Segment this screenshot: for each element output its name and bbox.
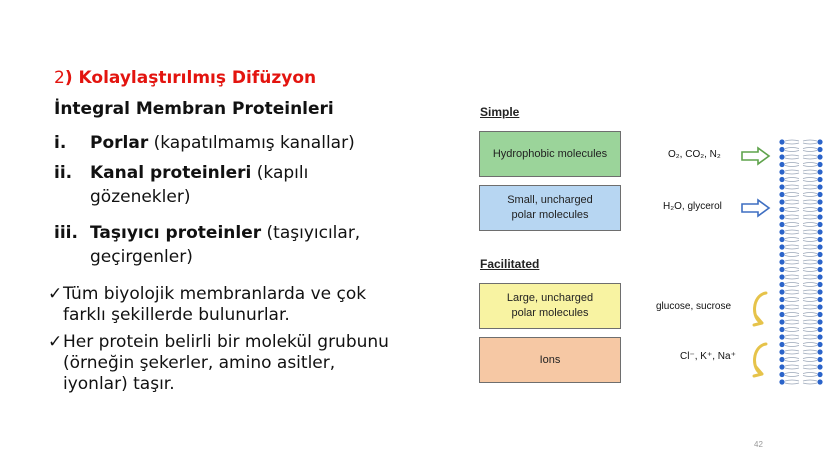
lipid-head bbox=[779, 147, 784, 152]
lipid-head bbox=[817, 372, 822, 377]
lipid-tail bbox=[803, 298, 817, 302]
lipid-tail bbox=[785, 245, 799, 249]
list-item-term: Taşıyıcı proteinler bbox=[90, 223, 262, 243]
lipid-head bbox=[817, 229, 822, 234]
check-bullet bbox=[48, 332, 408, 395]
list-item-description: (kapatılmamış kanallar) bbox=[148, 133, 355, 153]
lipid-head bbox=[817, 184, 822, 189]
lipid-tail bbox=[803, 253, 817, 257]
lipid-tail bbox=[803, 283, 817, 287]
check-bullet bbox=[48, 284, 408, 326]
lipid-tail bbox=[785, 283, 799, 287]
list-item-term: Porlar bbox=[90, 133, 149, 153]
lipid-tail bbox=[785, 290, 799, 294]
molecule-examples: H₂O, glycerol bbox=[663, 201, 722, 212]
lipid-tail bbox=[785, 155, 799, 159]
list-item-description: (kapılı gözenekler) bbox=[90, 163, 309, 207]
lipid-bilayer-membrane bbox=[776, 138, 826, 388]
bullet-text: Her protein belirli bir molekül grubunu (örneğin şekerler, amino asitler, iyonlar) taşır. bbox=[63, 332, 389, 394]
lipid-tail bbox=[803, 268, 817, 272]
lipid-tail bbox=[785, 373, 799, 377]
lipid-tail bbox=[785, 185, 799, 189]
lipid-tail bbox=[803, 328, 817, 332]
lipid-head bbox=[817, 312, 822, 317]
lipid-head bbox=[779, 229, 784, 234]
lipid-head bbox=[779, 334, 784, 339]
molecule-examples: Cl⁻, K⁺, Na⁺ bbox=[680, 351, 736, 362]
lipid-head bbox=[779, 274, 784, 279]
lipid-tail bbox=[785, 193, 799, 197]
lipid-head bbox=[817, 319, 822, 324]
lipid-head bbox=[779, 282, 784, 287]
bullet-text: Tüm biyolojik membranlarda ve çok farklı şekillerde bulunurlar. bbox=[63, 284, 367, 325]
check-mark-icon: ✓ bbox=[48, 332, 63, 352]
list-item bbox=[54, 161, 414, 209]
lipid-tail bbox=[803, 178, 817, 182]
lipid-tail bbox=[785, 140, 799, 144]
lipid-tail bbox=[785, 223, 799, 227]
page-number: 42 bbox=[754, 440, 763, 449]
list-item-description: (taşıyıcılar, geçirgenler) bbox=[90, 223, 361, 267]
molecule-examples: O₂, CO₂, N₂ bbox=[668, 149, 721, 160]
lipid-tail bbox=[785, 335, 799, 339]
lipid-head bbox=[779, 357, 784, 362]
lipid-head bbox=[817, 297, 822, 302]
lipid-head bbox=[817, 289, 822, 294]
list-numeral: ii. bbox=[54, 163, 73, 183]
slide-title bbox=[54, 68, 316, 88]
lipid-tail bbox=[803, 260, 817, 264]
lipid-tail bbox=[785, 358, 799, 362]
title-text: ) Kolaylaştırılmış Difüzyon bbox=[64, 68, 317, 88]
lipid-head bbox=[817, 207, 822, 212]
lipid-head bbox=[779, 304, 784, 309]
lipid-head bbox=[779, 244, 784, 249]
simple-section-label: Simple bbox=[480, 105, 520, 119]
lipid-tail bbox=[803, 170, 817, 174]
lipid-tail bbox=[785, 275, 799, 279]
lipid-head bbox=[779, 177, 784, 182]
lipid-head bbox=[779, 297, 784, 302]
lipid-tail bbox=[803, 215, 817, 219]
lipid-head bbox=[817, 327, 822, 332]
lipid-head bbox=[817, 304, 822, 309]
lipid-tail bbox=[803, 245, 817, 249]
lipid-head bbox=[779, 259, 784, 264]
lipid-head bbox=[817, 334, 822, 339]
lipid-head bbox=[817, 342, 822, 347]
lipid-tail bbox=[785, 305, 799, 309]
lipid-tail bbox=[803, 185, 817, 189]
lipid-tail bbox=[785, 380, 799, 384]
molecule-category-box: Large, uncharged polar molecules bbox=[479, 283, 621, 329]
lipid-tail bbox=[785, 365, 799, 369]
lipid-head bbox=[779, 319, 784, 324]
facilitated-section-label: Facilitated bbox=[480, 257, 540, 271]
lipid-head bbox=[817, 177, 822, 182]
lipid-tail bbox=[803, 140, 817, 144]
lipid-head bbox=[779, 207, 784, 212]
lipid-tail bbox=[785, 215, 799, 219]
straight-arrow-icon bbox=[740, 145, 772, 167]
lipid-head bbox=[779, 252, 784, 257]
molecule-category-box: Ions bbox=[479, 337, 621, 383]
list-numeral: i. bbox=[54, 133, 67, 153]
lipid-head bbox=[779, 139, 784, 144]
lipid-tail bbox=[803, 373, 817, 377]
lipid-tail bbox=[803, 343, 817, 347]
lipid-tail bbox=[803, 208, 817, 212]
lipid-tail bbox=[803, 305, 817, 309]
lipid-tail bbox=[785, 163, 799, 167]
lipid-tail bbox=[803, 290, 817, 294]
lipid-tail bbox=[803, 380, 817, 384]
lipid-head bbox=[817, 364, 822, 369]
curved-arrow-icon bbox=[748, 340, 772, 380]
lipid-head bbox=[817, 169, 822, 174]
lipid-tail bbox=[803, 148, 817, 152]
lipid-head bbox=[817, 139, 822, 144]
molecule-category-box: Hydrophobic molecules bbox=[479, 131, 621, 177]
lipid-head bbox=[779, 364, 784, 369]
lipid-head bbox=[779, 214, 784, 219]
lipid-tail bbox=[803, 335, 817, 339]
lipid-head bbox=[817, 274, 822, 279]
molecule-examples: glucose, sucrose bbox=[656, 301, 732, 312]
lipid-tail bbox=[803, 350, 817, 354]
lipid-tail bbox=[785, 268, 799, 272]
lipid-tail bbox=[803, 155, 817, 159]
lipid-head bbox=[817, 237, 822, 242]
lipid-head bbox=[779, 349, 784, 354]
lipid-tail bbox=[803, 193, 817, 197]
lipid-head bbox=[779, 169, 784, 174]
lipid-tail bbox=[803, 163, 817, 167]
lipid-tail bbox=[803, 230, 817, 234]
lipid-tail bbox=[785, 230, 799, 234]
lipid-head bbox=[817, 192, 822, 197]
lipid-head bbox=[817, 252, 822, 257]
lipid-head bbox=[779, 237, 784, 242]
lipid-head bbox=[779, 222, 784, 227]
lipid-head bbox=[817, 244, 822, 249]
lipid-tail bbox=[803, 320, 817, 324]
curved-arrow-icon bbox=[748, 289, 772, 329]
lipid-tail bbox=[803, 275, 817, 279]
lipid-head bbox=[779, 372, 784, 377]
lipid-tail bbox=[803, 223, 817, 227]
lipid-tail bbox=[785, 320, 799, 324]
lipid-tail bbox=[785, 253, 799, 257]
lipid-head bbox=[817, 199, 822, 204]
lipid-head bbox=[817, 259, 822, 264]
lipid-tail bbox=[803, 358, 817, 362]
lipid-head bbox=[817, 214, 822, 219]
lipid-tail bbox=[785, 178, 799, 182]
list-item bbox=[54, 221, 414, 269]
lipid-tail bbox=[785, 238, 799, 242]
lipid-head bbox=[779, 312, 784, 317]
lipid-head bbox=[817, 379, 822, 384]
lipid-tail bbox=[785, 200, 799, 204]
lipid-head bbox=[779, 289, 784, 294]
lipid-head bbox=[817, 147, 822, 152]
lipid-tail bbox=[785, 298, 799, 302]
lipid-head bbox=[817, 349, 822, 354]
list-numeral: iii. bbox=[54, 223, 78, 243]
lipid-head bbox=[779, 327, 784, 332]
lipid-head bbox=[779, 199, 784, 204]
lipid-tail bbox=[785, 328, 799, 332]
lipid-tail bbox=[785, 208, 799, 212]
lipid-head bbox=[817, 162, 822, 167]
lipid-tail bbox=[803, 313, 817, 317]
lipid-tail bbox=[803, 238, 817, 242]
lipid-head bbox=[779, 342, 784, 347]
straight-arrow-icon bbox=[740, 197, 772, 219]
check-mark-icon: ✓ bbox=[48, 284, 63, 304]
lipid-tail bbox=[785, 170, 799, 174]
lipid-head bbox=[779, 154, 784, 159]
lipid-tail bbox=[785, 343, 799, 347]
lipid-tail bbox=[785, 260, 799, 264]
lipid-tail bbox=[803, 365, 817, 369]
lipid-tail bbox=[785, 313, 799, 317]
lipid-head bbox=[817, 267, 822, 272]
lipid-head bbox=[817, 154, 822, 159]
lipid-tail bbox=[803, 200, 817, 204]
slide-subtitle: İntegral Membran Proteinleri bbox=[54, 99, 334, 119]
lipid-head bbox=[779, 267, 784, 272]
list-item-term: Kanal proteinleri bbox=[90, 163, 252, 183]
lipid-tail bbox=[785, 350, 799, 354]
title-number: 2 bbox=[54, 68, 65, 88]
lipid-head bbox=[817, 357, 822, 362]
lipid-head bbox=[779, 184, 784, 189]
lipid-head bbox=[817, 222, 822, 227]
lipid-head bbox=[779, 192, 784, 197]
list-item bbox=[54, 131, 414, 155]
molecule-category-box: Small, uncharged polar molecules bbox=[479, 185, 621, 231]
lipid-head bbox=[779, 379, 784, 384]
lipid-tail bbox=[785, 148, 799, 152]
lipid-head bbox=[817, 282, 822, 287]
lipid-head bbox=[779, 162, 784, 167]
